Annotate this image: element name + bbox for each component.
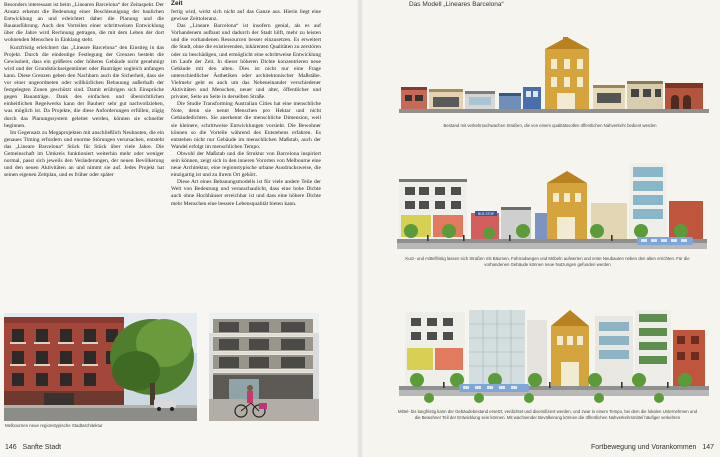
paragraph: Das „Lineare Barcelona“ ist insofern genial, als es auf Vorhandenem aufbaut und dadurch der Stadt hilft, mehr zu leisten und die vorhandenen Ressourcen besser einzusetzen. Es erweitert die Stadt, ohne die existierenden, inhärenten Qualitäten zu zerstören oder zu beschädigen, und ermöglicht eine schrittweise Entwicklung im Laufe der Zeit. In dieser höheren Dichte konzentrieren neue Gebäude mit den alten. Dies ist nicht nur eine Frage unterschiedlicher Ästhetiken oder architektonischer Maßstäbe. Vielmehr geht es auch um das Nebeneinander verschiedener Aktivitäten und Menschen, neuer und alter, öffentlicher und privater, Seite an Seite in derselben Straße. [171, 23, 321, 101]
diagram-caption-1: Bestand mit verkehrsschwachen Straßen, die von einem qualitätsvollen öffentlichen Nahverkehr bedient werden [443, 123, 657, 128]
diagram-caption-3: Mittel- bis langfristig kann der Gebäudebestand ersetzt, verdichtet und diversifiziert werden, und zwar in einem Tempo, bei dem die lokalen Unternehmen und die Bewohner Teil der Entwicklung sein können. Mit wachsender Bevölkerung können die öffentlichen Nahverkehrsmittel häufiger verkehren [398, 409, 697, 420]
diagram-existing-street [399, 37, 709, 118]
section-heading-zeit: Zeit [171, 0, 183, 7]
bus-stop-sign: BUS STOP [478, 212, 494, 216]
section-heading-model: Das Modell „Lineares Barcelona“ [409, 1, 504, 8]
paragraph: fertig wird, wirkt sich nicht auf das Ganze aus. Hierin liegt eine gewisse Zeittoleranz. [171, 9, 321, 23]
text-column-1 [4, 2, 164, 179]
paragraph: Obwohl der Maßstab und die Struktur von Barcelona inspiriert sein können, zeigt sich in den inneren Vororten von Melbourne eine neue Architektur, eine regionstypische urbane Ausdrucksweise, die einzigartig ist und zu ihrem Ort gehört. [171, 150, 321, 179]
diagram-long-term [399, 302, 709, 411]
page-number-right: 147 [702, 444, 714, 451]
book-title: Sanfte Stadt [22, 444, 62, 451]
chapter-title: Fortbewegung und Vorankommen [591, 444, 697, 451]
book-gutter [357, 0, 363, 457]
photo-caption: Melbournes neue regionstypische Stadtarchitektur [5, 423, 103, 428]
paragraph: Diese Art eines Bebauungsmodells ist für viele andere Teile der Welt von Bedeutung und veranschaulicht, dass eine hohe Dichte auch ohne Hochhäuser erreichbar ist und dass eine höhere Dichte mehr Menschen eine bessere Lebensqualität bieten kann. [171, 179, 321, 207]
paragraph: Im Gegensatz zu Megaprojekten mit anschließlich Neubauten, die ein genaues Timing erfordern und enorme Störungen verursachen, entsteht das „Lineare Barcelona“ Stück für Stück über viele Jahre. Die Gemeinschaft im Umkreis funktioniert weiterhin mehr oder weniger normal, passt sich jeweils den Veränderungen, der neuen Bevölkerung und den neuen Aktivitäten an und nimmt sie auf. Jedes Projekt hat seinen eigenen Zeitplan, und es früher oder später [4, 129, 164, 179]
page-footer-left [5, 444, 61, 451]
text-column-2 [171, 9, 321, 208]
paragraph: Die Studie Transforming Australian Cities hat eine menschliche Note, denn sie nennt Menschen pro Hektar und nicht Gebäudedichten. Sie anerkennt die menschliche Dimension, weil sie kleinere, schrittweise Entwicklungen vorsieht. Die Bewohner können so die Vorteile während des Entstehens erfahren. Es entstehen nicht nur Gebäude im menschlichen Maßstab, auch der Wandel erfolgt im menschlichen Tempo. [171, 101, 321, 150]
diagram-caption-2: Kurz- und mittelfristig lassen sich Straßen mit Bäumen, Fahrradwegen und Möbeln aufwerten und erste Neubauten neben den alten errichten. Für die vorhandenen Gebäude können neue Nutzungen gefunden werden [405, 256, 690, 267]
paragraph: Kurzfristig erleichtert das „Lineare Barcelona“ den Einstieg in das Projekt. Durch die eindeutige Festlegung der Grenzen besteht die Gewissheit, dass ein größeres oder höheres Gebäude nicht genehmigt wird und der Grundstückseigentümer oder Bauträger sogleich anfangen kann. Diese Grenzen geben den Nachbarn auch die Sicherheit, dass sie vor einer ungeordneten oder willkürlichen Bebauung außerhalb der festgelegten Zonen geschützt sind. Damit erübrigen sich Einsprüche gegen Bauanträge. Dank des einfachen und übersichtlichen einheitlichen Regelwerks kann der Bauherr sehr gut nachvollziehen, was möglich ist. Da Projekte, die diese Anforderungen erfüllen, zügig durch das Planungssystem geleitet werden, können sie schneller beginnen. [4, 44, 164, 129]
photo-brick-building [4, 313, 197, 421]
paragraph: Besonders interessant ist beim „Linearen Barcelona“ der Zeitaspekt. Der Ansatz erkennt die Bedeutung einer Beschleunigung der baulichen Entwicklung an und erleichtert daher die Planung und die Bauausführung. Auch den Vorteilen einer schrittweisen Entwicklung über die Jahre wird Rechnung getragen, die mit dem Leben der dort wohnenden Menschen in Einklang steht. [4, 2, 164, 44]
page-footer-right [591, 444, 714, 451]
diagram-short-term [397, 157, 707, 258]
page-number-left: 146 [5, 444, 17, 451]
photo-balcony-building [209, 313, 319, 421]
